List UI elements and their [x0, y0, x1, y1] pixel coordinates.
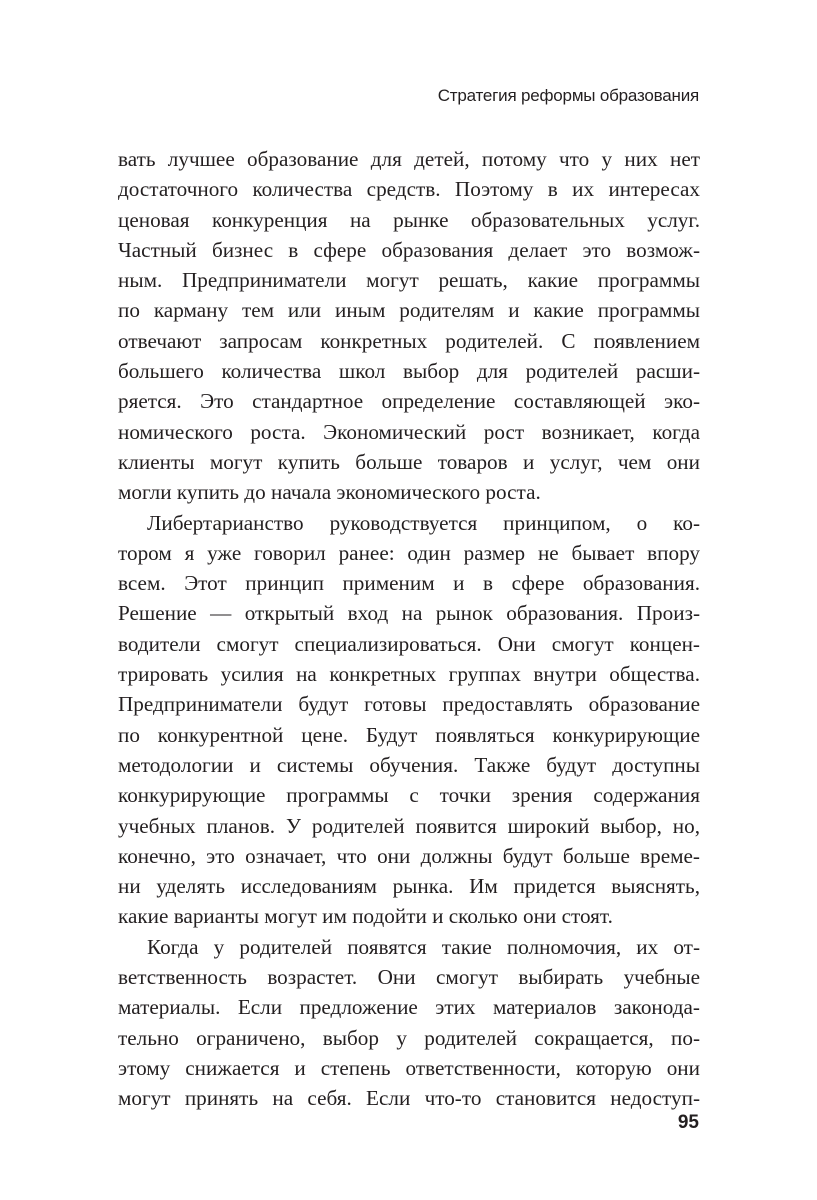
text-line: ным. Предприниматели могут решать, какие программы: [118, 268, 700, 293]
running-header: Стратегия реформы образования: [437, 86, 699, 105]
text-line: ветственность возрастет. Они смогут выбирать учебные: [118, 965, 700, 990]
text-line: могли купить до начала экономического роста.: [118, 480, 541, 505]
text-line: трировать усилия на конкретных группах внутри общества.: [118, 662, 700, 687]
text-line: Решение — открытый вход на рынок образования. Произ-: [118, 601, 700, 626]
text-line: водители смогут специализироваться. Они смогут концен-: [118, 631, 700, 656]
text-line: Предприниматели будут готовы предоставлять образование: [118, 692, 700, 717]
text-line: клиенты могут купить больше товаров и услуг, чем они: [118, 449, 700, 474]
text-line: материалы. Если предложение этих материалов законода-: [118, 995, 700, 1020]
text-line: конечно, это означает, что они должны будут больше време-: [118, 843, 700, 868]
text-line: отвечают запросам конкретных родителей. С появлением: [118, 328, 700, 353]
text-line: этому снижается и степень ответственности, которую они: [118, 1055, 700, 1080]
text-line: могут принять на себя. Если что-то становится недоступ-: [118, 1086, 700, 1111]
paragraph-first-line: Когда у родителей появятся такие полномочия, их от-: [147, 934, 700, 959]
text-line: достаточного количества средств. Поэтому в их интересах: [118, 177, 700, 202]
text-line: методологии и системы обучения. Также будут доступны: [118, 752, 700, 777]
body-text: [118, 144, 700, 1114]
text-line: учебных планов. У родителей появится широкий выбор, но,: [118, 813, 700, 838]
text-line: тором я уже говорил ранее: один размер не бывает впору: [118, 540, 700, 565]
text-line: всем. Этот принцип применим и в сфере образования.: [118, 571, 700, 596]
text-line: ценовая конкуренция на рынке образовательных услуг.: [118, 207, 700, 232]
text-line: Частный бизнес в сфере образования делает это возмож-: [118, 237, 700, 262]
text-line: конкурирующие программы с точки зрения содержания: [118, 783, 700, 808]
text-line: ни уделять исследованиям рынка. Им придется выяснять,: [118, 874, 700, 899]
page-number: 95: [677, 1112, 699, 1133]
text-line: по карману тем или иным родителям и какие программы: [118, 298, 700, 323]
text-line: по конкурентной цене. Будут появляться конкурирующие: [118, 722, 700, 747]
text-line: номического роста. Экономический рост возникает, когда: [118, 419, 700, 444]
text-line: какие варианты могут им подойти и сколько они стоят.: [118, 904, 613, 929]
text-line: ряется. Это стандартное определение составляющей эко-: [118, 389, 700, 414]
paragraph-first-line: Либертарианство руководствуется принципом, о ко-: [147, 510, 700, 535]
text-line: тельно ограничено, выбор у родителей сокращается, по-: [118, 1025, 700, 1050]
text-line: вать лучшее образование для детей, потому что у них нет: [118, 147, 700, 171]
text-line: большего количества школ выбор для родителей расши-: [118, 359, 700, 384]
